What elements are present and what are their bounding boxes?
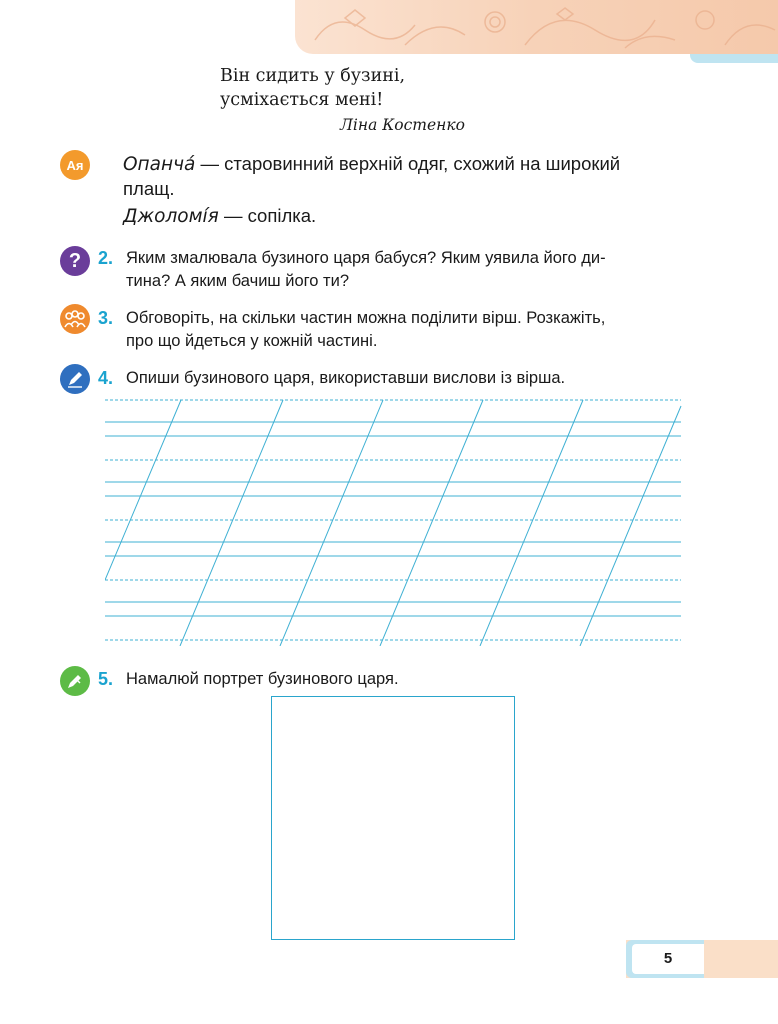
top-tab-accent — [690, 54, 778, 63]
task-2-line-2: тина? А яким бачиш його ти? — [126, 272, 349, 290]
glossary-entry-1-cont: плащ. — [123, 178, 175, 199]
writing-practice-grid[interactable] — [105, 396, 683, 646]
task-3-line-1: Обговоріть, на скільки частин можна поділити вірш. Розкажіть, — [126, 309, 606, 327]
glossary-definition-2: — сопілка. — [218, 205, 317, 226]
slant-line — [280, 400, 383, 646]
drawing-area[interactable] — [271, 696, 515, 940]
poem-author: Ліна Костенко — [340, 116, 465, 134]
page-number: 5 — [663, 950, 673, 967]
poem-excerpt — [220, 64, 405, 112]
writing-pen-icon — [60, 364, 90, 394]
task-5-line-1: Намалюй портрет бузинового царя. — [126, 670, 399, 688]
glossary-term-2: Джоломі́я — [123, 206, 219, 227]
task-4-number: 4. — [98, 368, 114, 388]
slant-line — [105, 400, 181, 580]
glossary-entries — [123, 152, 620, 229]
task-3-number: 3. — [98, 308, 114, 328]
ornament-pattern — [295, 0, 778, 54]
task-4-line-1: Опиши бузинового царя, використавши вислови із вірша. — [126, 369, 566, 387]
task-5-number: 5. — [98, 669, 114, 689]
top-ornament-banner — [295, 0, 778, 54]
glossary-definition-1: — старовинний верхній одяг, схожий на широкий — [195, 153, 621, 174]
poem-line-2: усміхається мені! — [220, 90, 384, 110]
task-2-number: 2. — [98, 248, 114, 268]
glossary-icon-label: Ая — [66, 157, 84, 173]
slant-line — [180, 400, 283, 646]
glossary-entry-2 — [123, 204, 620, 229]
poem-line-1: Він сидить у бузині, — [220, 66, 406, 86]
task-3-line-2: про що йдеться у кожній частині. — [126, 332, 378, 350]
group-discussion-icon — [60, 304, 90, 334]
glossary-entry-1 — [123, 152, 620, 177]
slant-line — [480, 400, 583, 646]
question-icon: ? — [60, 246, 90, 276]
glossary-icon — [60, 150, 90, 180]
task-2-line-1: Яким змалювала бузиного царя бабуся? Яким уявила його ди- — [126, 249, 606, 267]
slant-line — [380, 400, 483, 646]
slant-line — [580, 406, 681, 646]
glossary-term-1: Опанча́ — [123, 154, 196, 175]
drawing-pencil-icon — [60, 666, 90, 696]
